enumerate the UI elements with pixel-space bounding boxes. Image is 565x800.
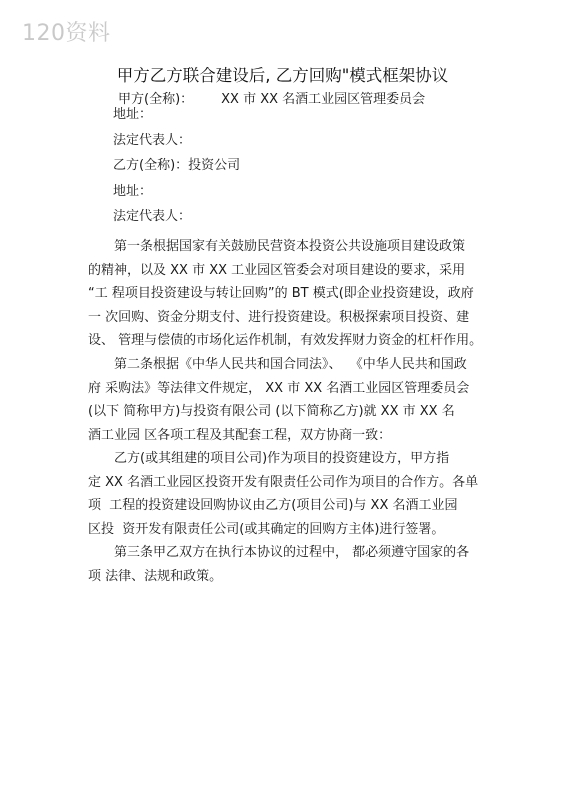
article-1-paragraph	[88, 235, 498, 353]
article-2-paragraph	[88, 353, 498, 447]
paragraph-line: “工 程项目投资建设与转让回购”的 BT 模式(即企业投资建设，政府	[88, 286, 474, 301]
paragraph-line: 的精神，以及 XX 市 XX 工业园区管委会对项目建设的要求，采用	[88, 262, 466, 278]
party-a-name-label: 甲方(全称)：	[118, 92, 194, 107]
paragraph-line: 乙方(或其组建的项目公司)作为项目的投资建设方，甲方指	[88, 451, 450, 466]
paragraph-line: 设、 管理与偿债的市场化运作机制，有效发挥财力资金的杠杆作用。	[88, 333, 483, 348]
paragraph-line: 酒工业园 区各项工程及其配套工程，双方协商一致：	[88, 427, 392, 443]
party-a-representative-label: 法定代表人：	[113, 133, 192, 148]
paragraph-line: 府 采购法》等法律文件规定， XX 市 XX 名酒工业园区管理委员会	[88, 380, 470, 396]
paragraph-line: 区投 资开发有限责任公司(或其确定的回购方主体)进行签署。	[88, 521, 445, 537]
paragraph-line: 第一条根据国家有关鼓励民营资本投资公共设施项目建设政策	[88, 239, 466, 254]
party-b-role-paragraph	[88, 447, 498, 541]
paragraph-line: 第二条根据《中华人民共和国合同法》、 《中华人民共和国政	[88, 357, 467, 372]
paragraph-line: 定 XX 名酒工业园区投资开发有限责任公司作为项目的合作方。各单	[88, 474, 479, 490]
party-a-name	[118, 92, 425, 108]
party-b-name: 乙方(全称)：投资公司	[113, 158, 241, 173]
watermark-logo: 120资料	[22, 21, 111, 46]
party-a-name-value: XX 市 XX 名酒工业园区管理委员会	[221, 92, 426, 107]
document-title: 甲方乙方联合建设后, 乙方回购"模式框架协议	[116, 66, 449, 85]
paragraph-line: 项 工程的投资建设回购协议由乙方(项目公司)与 XX 名酒工业园	[88, 498, 458, 513]
article-3-paragraph	[88, 541, 498, 588]
paragraph-line: 第三条甲乙双方在执行本协议的过程中， 都必须遵守国家的各	[88, 545, 470, 560]
paragraph-line: 一 次回购、资金分期支付、进行投资建设。积极探索项目投资、建	[88, 309, 470, 325]
paragraph-line: 项 法律、法规和政策。	[88, 568, 223, 584]
paragraph-line: (以下 简称甲方)与投资有限公司 (以下简称乙方)就 XX 市 XX 名	[88, 404, 455, 419]
party-b-address-label: 地址：	[113, 184, 153, 199]
party-a-address-label: 地址：	[113, 107, 153, 122]
party-b-representative-label: 法定代表人：	[113, 209, 192, 224]
